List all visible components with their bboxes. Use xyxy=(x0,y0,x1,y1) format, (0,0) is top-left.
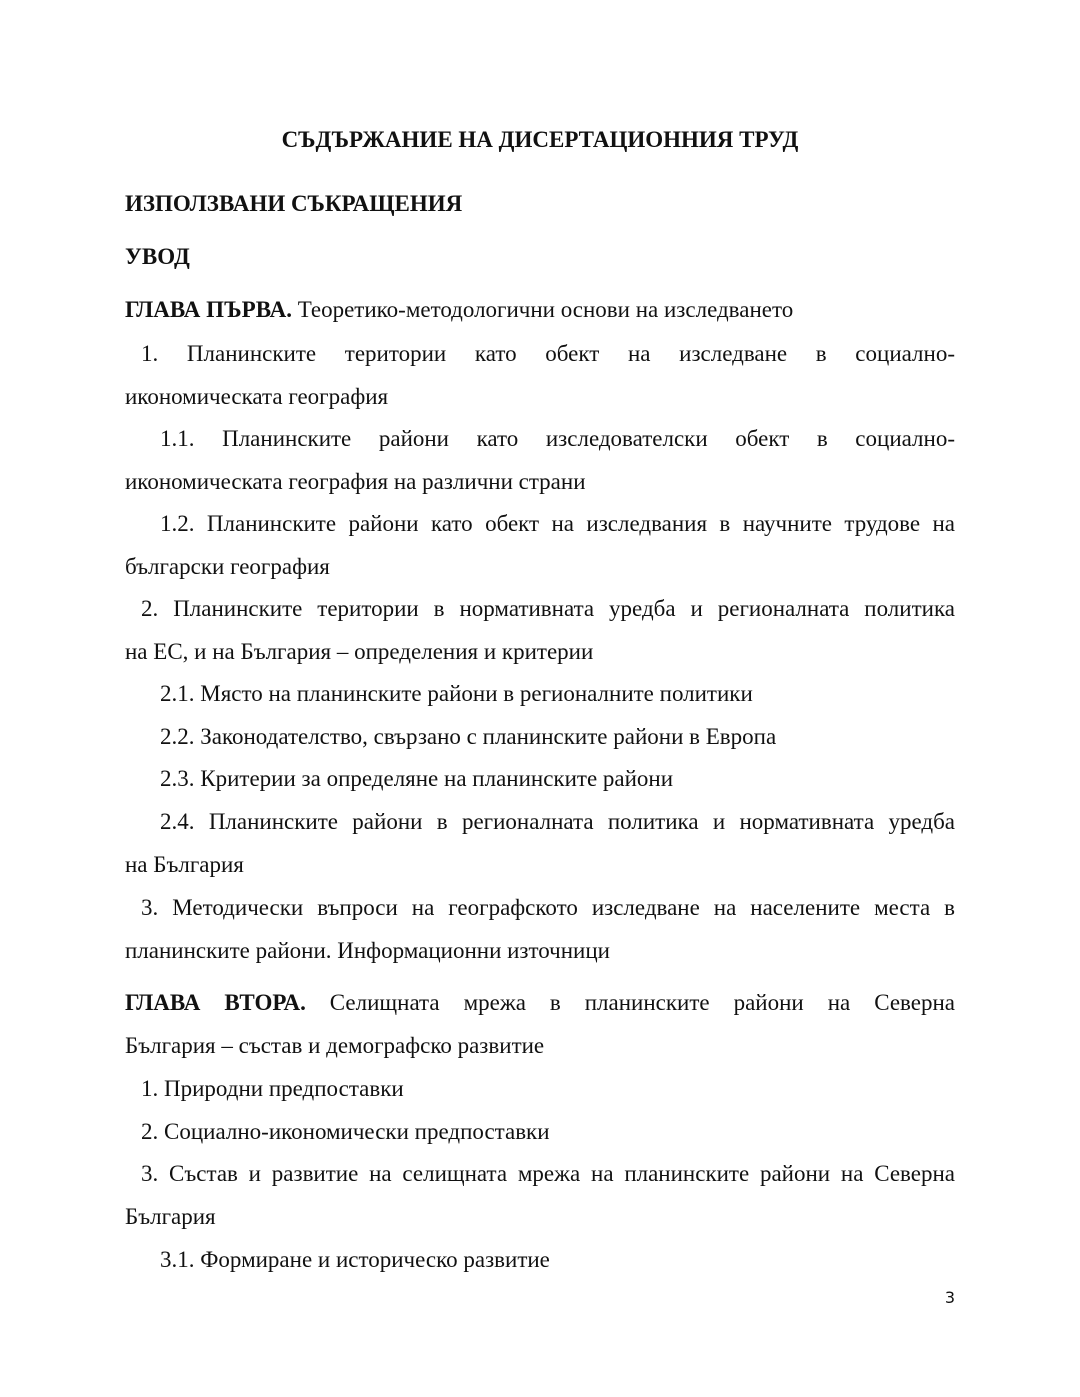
toc-entry-line: на България xyxy=(125,852,244,877)
toc-entry-2-2: 2.2. Законодателство, свързано с планинските райони в Европа xyxy=(160,724,777,749)
chapter-two-label: ГЛАВА ВТОРА. xyxy=(125,990,306,1015)
toc-entry-1-1 xyxy=(125,417,955,503)
toc-entry-ch2-3 xyxy=(125,1152,955,1238)
abbreviations-heading: ИЗПОЛЗВАНИ СЪКРАЩЕНИЯ xyxy=(125,191,463,216)
page-number: 3 xyxy=(944,1288,955,1307)
toc-entry-line: планинските райони. Информационни източници xyxy=(125,938,610,963)
toc-entry-2 xyxy=(125,587,955,673)
toc-entry-line: 3. Методически въпроси на географското изследване на населените места в xyxy=(141,895,955,920)
toc-entry-line: България xyxy=(125,1204,216,1229)
toc-entry-ch2-2: 2. Социално-икономически предпоставки xyxy=(141,1119,550,1144)
toc-entry-2-1: 2.1. Място на планинските райони в регионалните политики xyxy=(160,681,753,706)
toc-entry-1-2 xyxy=(125,502,955,588)
toc-entry-ch2-1: 1. Природни предпоставки xyxy=(141,1076,404,1101)
toc-entry-line: 3. Състав и развитие на селищната мрежа на планинските райони на Северна xyxy=(141,1161,955,1186)
toc-entry-2-3: 2.3. Критерии за определяне на планинските райони xyxy=(160,766,674,791)
toc-entry-3 xyxy=(125,886,955,972)
toc-entry-line: 1.2. Планинските райони като обект на изследвания в научните трудове на xyxy=(160,511,955,536)
chapter-two-title: Селищната мрежа в планинските райони на Северна xyxy=(305,990,955,1015)
chapter-two-entry xyxy=(125,981,955,1067)
intro-heading: УВОД xyxy=(125,244,190,269)
toc-entry-line: на ЕС, и на България – определения и критерии xyxy=(125,639,594,664)
toc-entry-2-4 xyxy=(125,800,955,886)
chapter-one-title: Теоретико-методологични основи на изследването xyxy=(291,297,794,322)
page-title: СЪДЪРЖАНИЕ НА ДИСЕРТАЦИОННИЯ ТРУД xyxy=(281,127,799,152)
chapter-two-title-cont: България – състав и демографско развитие xyxy=(125,1033,545,1058)
toc-entry-line: икономическата география на различни страни xyxy=(125,469,586,494)
toc-entry-line: 1.1. Планинските райони като изследователски обект в социално- xyxy=(160,426,955,451)
toc-entry-line: 2. Планинските територии в нормативната уредба и регионалната политика xyxy=(141,596,955,621)
toc-entry-line: 1. Планинските територии като обект на изследване в социално- xyxy=(141,341,955,366)
toc-entry-line: 2.4. Планинските райони в регионалната политика и нормативната уредба xyxy=(160,809,955,834)
toc-entry-line: икономическата география xyxy=(125,384,389,409)
chapter-one-entry xyxy=(125,288,955,331)
toc-entry-1 xyxy=(125,332,955,418)
chapter-one-label: ГЛАВА ПЪРВА. xyxy=(125,297,292,322)
toc-entry-ch2-3-1: 3.1. Формиране и историческо развитие xyxy=(160,1247,550,1272)
toc-entry-line: български география xyxy=(125,554,330,579)
